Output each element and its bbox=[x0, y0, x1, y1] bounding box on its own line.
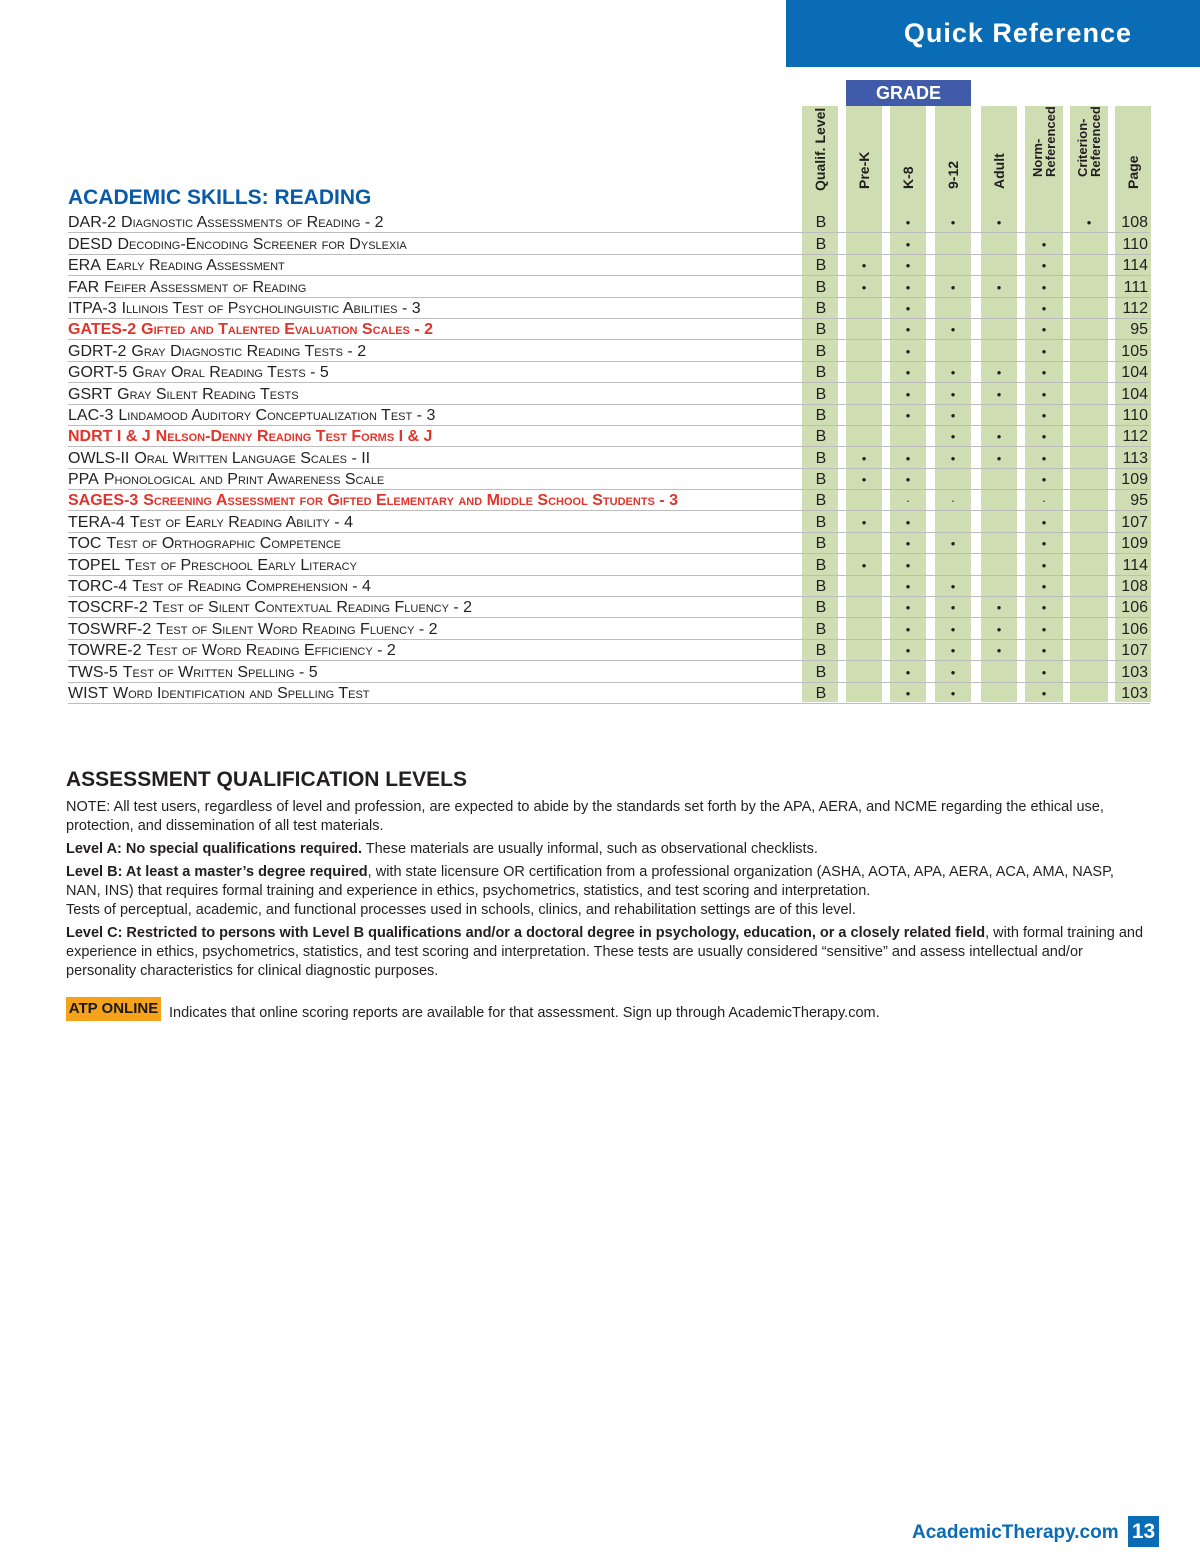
qualification-level-cell: B bbox=[815, 513, 827, 531]
level-a: Level A: No special qualifications required. These materials are usually informal, such as observational checklists. bbox=[66, 841, 818, 857]
cell-adult: • bbox=[996, 621, 1002, 637]
test-name: TOC Test of Orthographic Competence bbox=[68, 535, 342, 553]
cell-norm: • bbox=[1041, 450, 1047, 466]
cell-k8: • bbox=[905, 407, 911, 423]
table-row bbox=[68, 618, 1150, 639]
cell-k8: • bbox=[905, 472, 911, 488]
cell-norm: • bbox=[1041, 472, 1047, 488]
test-name: TOWRE-2 Test of Word Reading Efficiency - 2 bbox=[68, 642, 396, 660]
test-name: ITPA-3 Illinois Test of Psycholinguistic Abilities - 3 bbox=[68, 299, 421, 317]
test-name: TOSCRF-2 Test of Silent Contextual Reading Fluency - 2 bbox=[68, 599, 473, 617]
qualification-level-cell: B bbox=[815, 235, 827, 253]
test-name: GDRT-2 Gray Diagnostic Reading Tests - 2 bbox=[68, 342, 367, 360]
table-row bbox=[68, 426, 1150, 447]
cell-norm: • bbox=[1041, 300, 1047, 316]
cell-g912: • bbox=[950, 600, 956, 616]
test-name: TOSWRF-2 Test of Silent Word Reading Fluency - 2 bbox=[68, 620, 438, 638]
header-9-12: 9-12 bbox=[945, 160, 961, 189]
cell-norm: • bbox=[1041, 536, 1047, 552]
test-name: GATES-2 Gifted and Talented Evaluation Scales - 2 bbox=[68, 321, 433, 339]
qualification-level-cell: B bbox=[815, 556, 827, 574]
table-row bbox=[68, 447, 1150, 468]
page-number-cell: 103 bbox=[1121, 684, 1148, 702]
test-name: GORT-5 Gray Oral Reading Tests - 5 bbox=[68, 364, 329, 382]
qualification-level-cell: B bbox=[815, 620, 827, 638]
qualification-note: NOTE: All test users, regardless of level and profession, are expected to abide by the standards set forth by the APA, AERA, and NCME regarding the ethical use, protection, and dissemination of all test materials. bbox=[66, 799, 1104, 834]
table-row bbox=[68, 340, 1150, 361]
qualification-level-cell: B bbox=[815, 599, 827, 617]
atp-online-text: Indicates that online scoring reports are available for that assessment. Sign up through AcademicTherapy.com. bbox=[169, 1005, 880, 1021]
page-number-cell: 112 bbox=[1122, 428, 1148, 446]
header-norm-referenced: Norm- Referenced bbox=[1030, 106, 1058, 177]
cell-g912: • bbox=[950, 429, 956, 445]
page-number-cell: 112 bbox=[1122, 299, 1148, 317]
table-row bbox=[68, 661, 1150, 682]
page-number-cell: 108 bbox=[1121, 578, 1148, 596]
footer-page-number: 13 bbox=[1128, 1516, 1159, 1547]
page-number-cell: 113 bbox=[1122, 449, 1148, 467]
cell-norm: • bbox=[1041, 621, 1047, 637]
cell-g912: • bbox=[950, 685, 956, 701]
test-name: NDRT I & J Nelson-Denny Reading Test Forms I & J bbox=[68, 428, 433, 446]
cell-k8: • bbox=[905, 664, 911, 680]
page-number-cell: 111 bbox=[1123, 278, 1148, 296]
qualification-level-cell: B bbox=[815, 684, 827, 702]
page-number-cell: 114 bbox=[1122, 257, 1148, 275]
cell-prek: • bbox=[861, 258, 867, 274]
table-row bbox=[68, 511, 1150, 532]
qualification-level-cell: B bbox=[815, 406, 827, 424]
header-qualif-level: Qualif. Level bbox=[812, 107, 828, 191]
cell-k8: • bbox=[905, 279, 911, 295]
page-number-cell: 110 bbox=[1122, 406, 1148, 424]
test-name: TOPEL Test of Preschool Early Literacy bbox=[68, 556, 357, 574]
cell-adult: • bbox=[996, 386, 1002, 402]
qualification-level-cell: B bbox=[815, 214, 827, 232]
cell-g912: • bbox=[950, 579, 956, 595]
test-name: TWS-5 Test of Written Spelling - 5 bbox=[68, 663, 318, 681]
table-row bbox=[68, 319, 1150, 340]
cell-norm: • bbox=[1041, 664, 1047, 680]
cell-norm: • bbox=[1041, 514, 1047, 530]
test-name: TERA-4 Test of Early Reading Ability - 4 bbox=[68, 513, 353, 531]
cell-g912: • bbox=[950, 450, 956, 466]
cell-g912: • bbox=[950, 279, 956, 295]
cell-k8: • bbox=[905, 236, 911, 252]
qualification-level-cell: B bbox=[815, 578, 827, 596]
cell-adult: • bbox=[996, 365, 1002, 381]
grade-banner: GRADE bbox=[846, 80, 971, 106]
table-row bbox=[68, 469, 1150, 490]
qualification-level-cell: B bbox=[815, 428, 827, 446]
level-c: Level C: Restricted to persons with Level B qualifications and/or a doctoral degree in psychology, education, or a closely related field, with formal training and experience in ethics, psychometrics, statistics, and test scoring and interpretation. These tests are usually considered “sensitive” and assess intellectual and/or personality characteristics for clinical diagnostic purposes. bbox=[66, 925, 1144, 979]
page-number-cell: 107 bbox=[1121, 642, 1148, 660]
cell-norm: • bbox=[1041, 365, 1047, 381]
qualification-level-cell: B bbox=[815, 471, 827, 489]
cell-norm: • bbox=[1041, 600, 1047, 616]
cell-g912: • bbox=[950, 621, 956, 637]
test-name: SAGES-3 Screening Assessment for Gifted Elementary and Middle School Students - 3 bbox=[68, 492, 678, 510]
cell-k8: • bbox=[905, 300, 911, 316]
cell-adult: • bbox=[996, 643, 1002, 659]
qualification-level-cell: B bbox=[815, 449, 827, 467]
cell-k8: • bbox=[905, 643, 911, 659]
cell-norm: • bbox=[1041, 685, 1047, 701]
page-number-cell: 109 bbox=[1121, 471, 1148, 489]
cell-k8: • bbox=[905, 258, 911, 274]
table-row bbox=[68, 255, 1150, 276]
page-number-cell: 106 bbox=[1121, 599, 1148, 617]
table-row bbox=[68, 576, 1150, 597]
table-row bbox=[68, 362, 1150, 383]
cell-k8: • bbox=[905, 215, 911, 231]
cell-g912: • bbox=[950, 664, 956, 680]
cell-norm: • bbox=[1041, 279, 1047, 295]
cell-prek: • bbox=[861, 450, 867, 466]
qualification-level-cell: B bbox=[815, 257, 827, 275]
cell-k8: • bbox=[905, 557, 911, 573]
cell-k8: • bbox=[905, 450, 911, 466]
qualification-level-cell: B bbox=[815, 385, 827, 403]
qualification-level-cell: B bbox=[815, 364, 827, 382]
cell-prek: • bbox=[861, 279, 867, 295]
table-row bbox=[68, 298, 1150, 319]
test-name: OWLS-II Oral Written Language Scales - II bbox=[68, 449, 371, 467]
level-b-note: Tests of perceptual, academic, and functional processes used in schools, clinics, and rehabilitation settings are of this level. bbox=[66, 902, 856, 918]
level-b: Level B: At least a master’s degree required, with state licensure OR certification from a professional organization (ASHA, AOTA, APA, AERA, ACA, AMA, NASP, NAN, INS) that requires formal training and experience in ethics, psychometrics, statistics, and test scoring and interpretation. bbox=[66, 864, 1114, 899]
header-page: Page bbox=[1125, 155, 1141, 189]
cell-norm: • bbox=[1041, 322, 1047, 338]
cell-k8: · bbox=[905, 493, 911, 509]
page-number-cell: 110 bbox=[1122, 235, 1148, 253]
cell-g912: • bbox=[950, 643, 956, 659]
qualification-level-cell: B bbox=[815, 342, 827, 360]
test-name: DESD Decoding-Encoding Screener for Dyslexia bbox=[68, 235, 407, 253]
qualification-title: ASSESSMENT QUALIFICATION LEVELS bbox=[66, 768, 467, 791]
cell-k8: • bbox=[905, 322, 911, 338]
cell-norm: • bbox=[1041, 643, 1047, 659]
cell-adult: • bbox=[996, 450, 1002, 466]
cell-k8: • bbox=[905, 685, 911, 701]
page-number-cell: 107 bbox=[1121, 513, 1148, 531]
cell-k8: • bbox=[905, 621, 911, 637]
header-adult: Adult bbox=[991, 153, 1007, 189]
quick-reference-label: Quick Reference bbox=[903, 18, 1132, 48]
page-number-cell: 109 bbox=[1121, 535, 1148, 553]
page-number-cell: 103 bbox=[1121, 663, 1148, 681]
cell-adult: • bbox=[996, 600, 1002, 616]
cell-adult: • bbox=[996, 279, 1002, 295]
cell-g912: • bbox=[950, 365, 956, 381]
table-row bbox=[68, 276, 1150, 297]
cell-norm: • bbox=[1041, 579, 1047, 595]
cell-g912: • bbox=[950, 215, 956, 231]
page-number-cell: 108 bbox=[1121, 214, 1148, 232]
qualification-level-cell: B bbox=[815, 663, 827, 681]
qualification-level-cell: B bbox=[815, 299, 827, 317]
table-row bbox=[68, 212, 1150, 233]
cell-adult: • bbox=[996, 429, 1002, 445]
test-name: GSRT Gray Silent Reading Tests bbox=[68, 385, 299, 403]
page-number-cell: 104 bbox=[1121, 385, 1148, 403]
page-number-cell: 114 bbox=[1122, 556, 1148, 574]
cell-norm: • bbox=[1041, 386, 1047, 402]
cell-k8: • bbox=[905, 386, 911, 402]
cell-norm: • bbox=[1041, 258, 1047, 274]
test-table bbox=[68, 212, 1150, 704]
cell-g912: · bbox=[950, 493, 956, 509]
table-row bbox=[68, 233, 1150, 254]
table-row bbox=[68, 597, 1150, 618]
table-row bbox=[68, 383, 1150, 404]
test-name: FAR Feifer Assessment of Reading bbox=[68, 278, 307, 296]
test-name: TORC-4 Test of Reading Comprehension - 4 bbox=[68, 578, 371, 596]
header-pre-k: Pre-K bbox=[856, 151, 872, 189]
test-name: DAR-2 Diagnostic Assessments of Reading - 2 bbox=[68, 214, 384, 232]
cell-g912: • bbox=[950, 536, 956, 552]
table-row bbox=[68, 533, 1150, 554]
table-row bbox=[68, 405, 1150, 426]
table-row bbox=[68, 554, 1150, 575]
section-title: ACADEMIC SKILLS: READING bbox=[68, 186, 372, 209]
cell-prek: • bbox=[861, 514, 867, 530]
cell-norm: • bbox=[1041, 236, 1047, 252]
table-row bbox=[68, 490, 1150, 511]
cell-norm: • bbox=[1041, 429, 1047, 445]
page-number-cell: 106 bbox=[1121, 620, 1148, 638]
cell-k8: • bbox=[905, 536, 911, 552]
cell-adult: • bbox=[996, 215, 1002, 231]
footer-website[interactable]: AcademicTherapy.com bbox=[912, 1522, 1119, 1543]
cell-norm: • bbox=[1041, 557, 1047, 573]
qualification-level-cell: B bbox=[815, 492, 827, 510]
cell-g912: • bbox=[950, 407, 956, 423]
cell-g912: • bbox=[950, 386, 956, 402]
page-number-cell: 105 bbox=[1121, 342, 1148, 360]
header-k-8: K-8 bbox=[900, 166, 916, 189]
cell-prek: • bbox=[861, 472, 867, 488]
qualification-level-cell: B bbox=[815, 321, 827, 339]
cell-norm: • bbox=[1041, 343, 1047, 359]
cell-k8: • bbox=[905, 600, 911, 616]
table-row bbox=[68, 640, 1150, 661]
cell-k8: • bbox=[905, 343, 911, 359]
test-name: ERA Early Reading Assessment bbox=[68, 257, 285, 275]
test-name: WIST Word Identification and Spelling Test bbox=[68, 684, 370, 702]
qualification-body bbox=[66, 798, 1146, 985]
cell-norm: • bbox=[1041, 407, 1047, 423]
atp-online-badge: ATP ONLINE bbox=[66, 997, 161, 1021]
cell-k8: • bbox=[905, 365, 911, 381]
qualification-level-cell: B bbox=[815, 278, 827, 296]
table-row bbox=[68, 683, 1150, 704]
qualification-level-cell: B bbox=[815, 642, 827, 660]
test-name: PPA Phonological and Print Awareness Scale bbox=[68, 471, 385, 489]
header-criterion-referenced: Criterion- Referenced bbox=[1075, 106, 1103, 177]
test-name: LAC-3 Lindamood Auditory Conceptualization Test - 3 bbox=[68, 406, 436, 424]
cell-g912: • bbox=[950, 322, 956, 338]
page-number-cell: 104 bbox=[1121, 364, 1148, 382]
qualification-level-cell: B bbox=[815, 535, 827, 553]
cell-k8: • bbox=[905, 579, 911, 595]
cell-crit: • bbox=[1086, 215, 1092, 231]
page-number-cell: 95 bbox=[1130, 492, 1148, 510]
cell-norm: · bbox=[1041, 493, 1047, 509]
page-number-cell: 95 bbox=[1130, 321, 1148, 339]
cell-k8: • bbox=[905, 514, 911, 530]
cell-prek: • bbox=[861, 557, 867, 573]
